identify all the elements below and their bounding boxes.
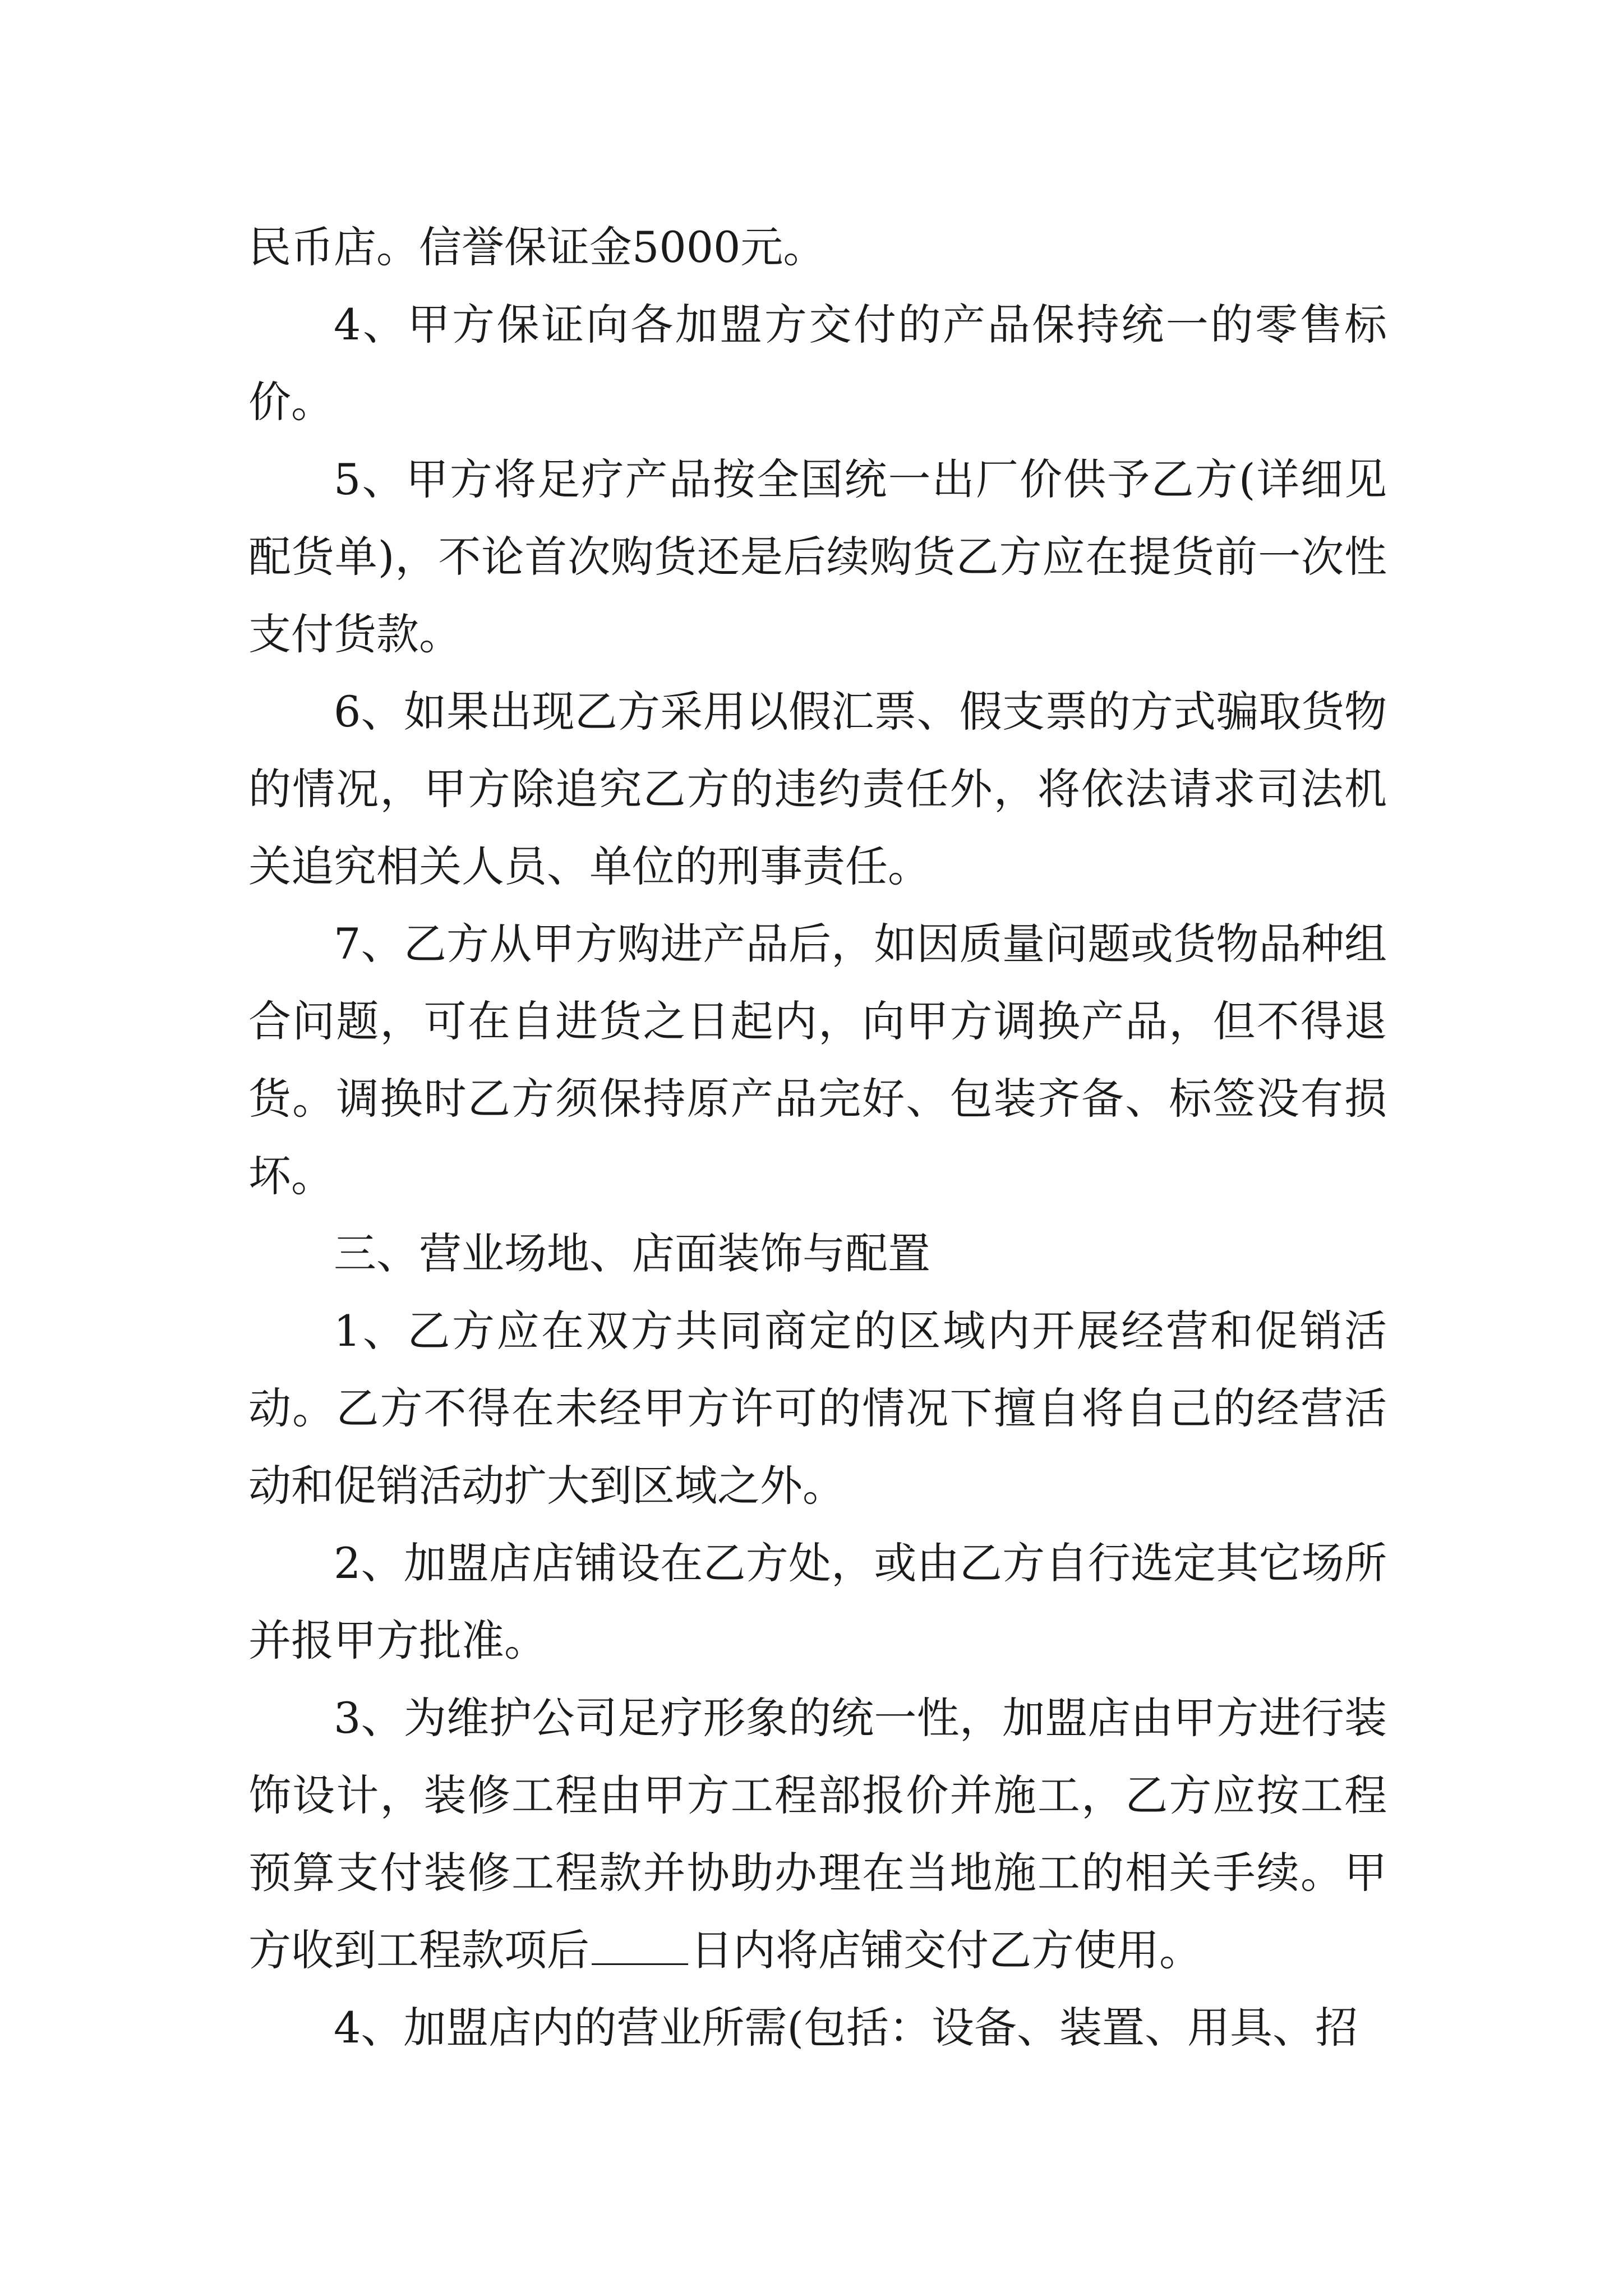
paragraph-section3-item-3-part-b: 日内将店铺交付乙方使用。	[690, 1925, 1202, 1975]
section-heading-3: 三、营业场地、店面装饰与配置	[334, 1228, 930, 1278]
paragraph-item-4: 4、甲方保证向各加盟方交付的产品保持统一的零售标价。	[248, 300, 1387, 427]
document-body	[248, 209, 1387, 2067]
paragraph-deposit: 民币店。信誉保证金5000元。	[248, 222, 826, 272]
paragraph-item-7: 7、乙方从甲方购进产品后，如因质量问题或货物品种组合问题，可在自进货之日起内，向甲方调换产品，但不得退货。调换时乙方须保持原产品完好、包装齐备、标签没有损坏。	[248, 919, 1387, 1201]
paragraph-item-5: 5、甲方将足疗产品按全国统一出厂价供予乙方(详细见配货单)，不论首次购货还是后续购货乙方应在提货前一次性支付货款。	[248, 454, 1387, 659]
paragraph-section3-item-3	[248, 1680, 1387, 1989]
fill-in-blank	[592, 1930, 688, 1965]
paragraph-section3-item-3-part-a: 3、为维护公司足疗形象的统一性，加盟店由甲方进行装饰设计，装修工程由甲方工程部报价并施工，乙方应按工程预算支付装修工程款并协助办理在当地施工的相关手续。甲方收到工程款项后	[248, 1693, 1387, 1975]
paragraph-section3-item-1: 1、乙方应在双方共同商定的区域内开展经营和促销活动。乙方不得在未经甲方许可的情况下擅自将自己的经营活动和促销活动扩大到区域之外。	[248, 1306, 1387, 1511]
paragraph-section3-item-4: 4、加盟店内的营业所需(包括：设备、装置、用具、招	[334, 2003, 1358, 2053]
paragraph-section3-item-2: 2、加盟店店铺设在乙方处，或由乙方自行选定其它场所并报甲方批准。	[248, 1538, 1387, 1665]
paragraph-item-6: 6、如果出现乙方采用以假汇票、假支票的方式骗取货物的情况，甲方除追究乙方的违约责任外，将依法请求司法机关追究相关人员、单位的刑事责任。	[248, 687, 1387, 891]
